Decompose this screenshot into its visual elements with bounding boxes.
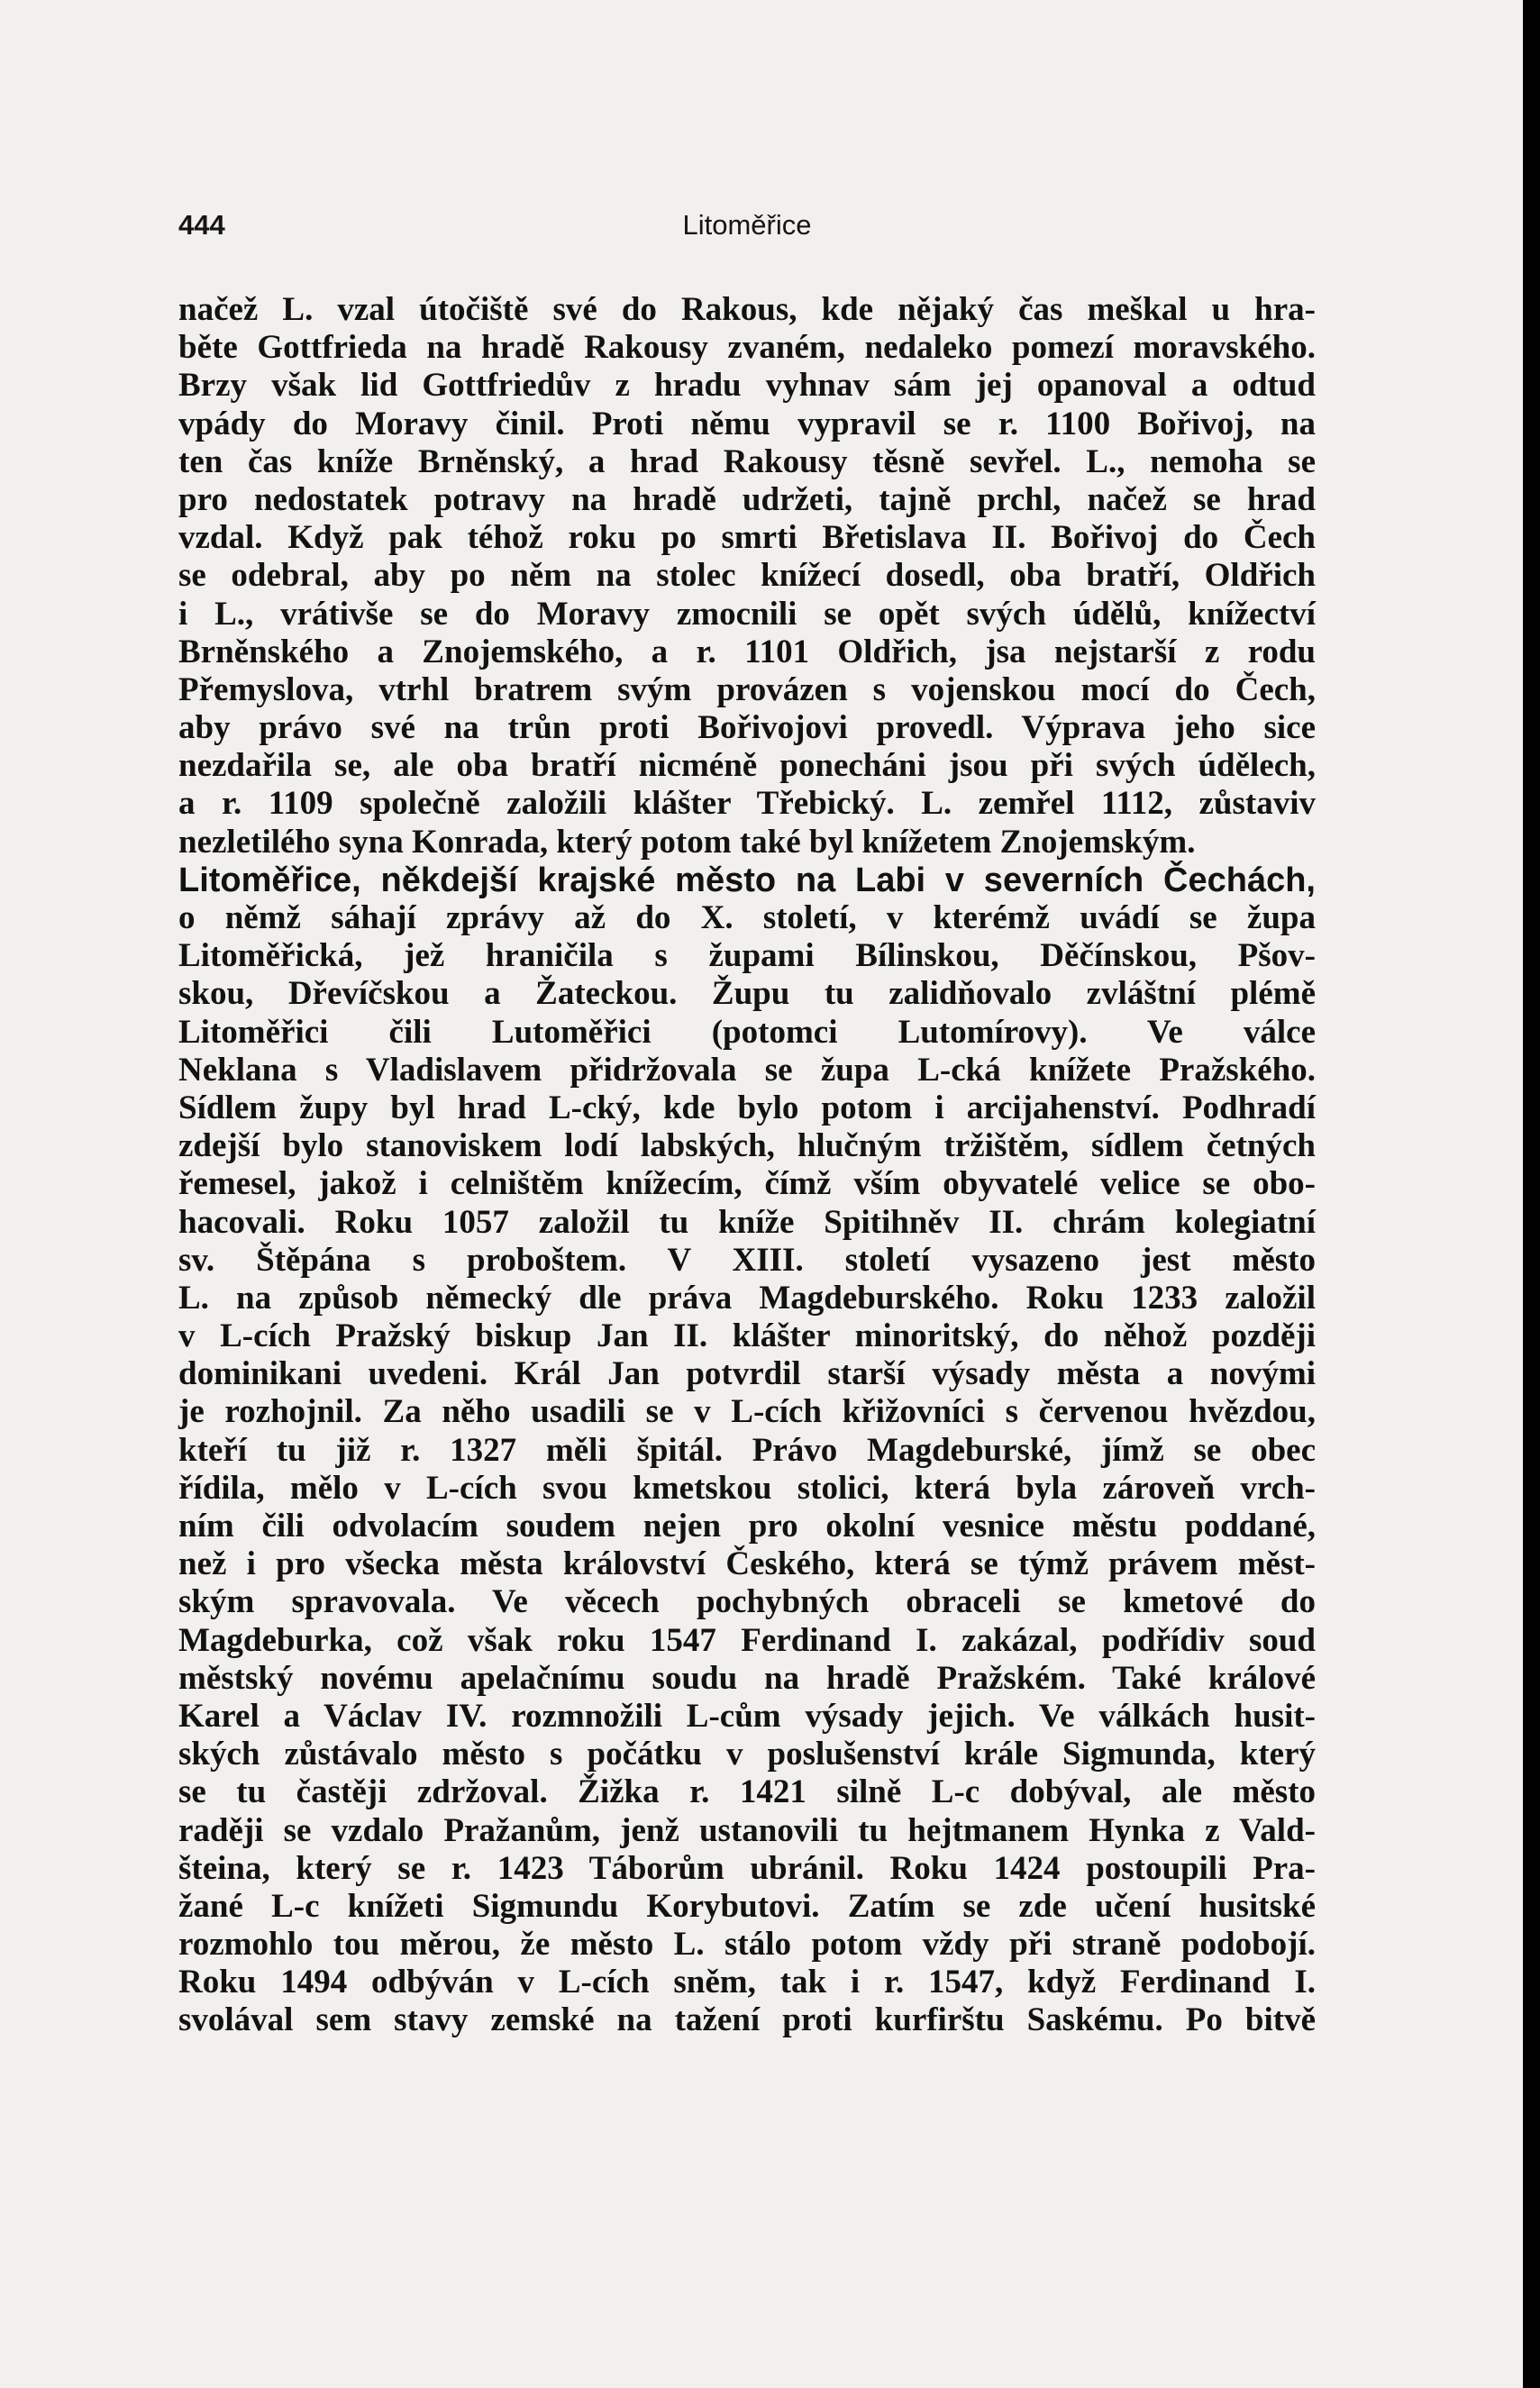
text-line: Magdeburka, což však roku 1547 Ferdinand I. zakázal, podřídiv soud [178, 1621, 1316, 1659]
text-line: vzdal. Když pak téhož roku po smrti Břetislava II. Bořivoj do Čech [178, 519, 1316, 557]
text-line: v L-cích Pražský biskup Jan II. klášter minoritský, do něhož později [178, 1317, 1316, 1355]
text-line: skou, Dřevíčskou a Žateckou. Župu tu zalidňovalo zvláštní plémě [178, 975, 1316, 1013]
text-line: řemesel, jakož i celništěm knížecím, čímž vším obyvatelé velice se obo- [178, 1165, 1316, 1203]
text-line: ským spravovala. Ve věcech pochybných obraceli se kmetové do [178, 1583, 1316, 1621]
text-line: svolával sem stavy zemské na tažení proti kurfirštu Saskému. Po bitvě [178, 2001, 1316, 2039]
text-line: se odebral, aby po něm na stolec knížecí dosedl, oba bratří, Oldřich [178, 557, 1316, 595]
text-line: sv. Štěpána s proboštem. V XIII. století vysazeno jest město [178, 1241, 1316, 1279]
text-line: načež L. vzal útočiště své do Rakous, kde nějaký čas meškal u hra- [178, 291, 1316, 328]
entry-heading-line: Litoměřice, někdejší krajské město na Labi v severních Čechách, [178, 861, 1316, 899]
text-line: než i pro všecka města království Českého, která se týmž právem měst- [178, 1545, 1316, 1583]
page-header [178, 209, 1316, 245]
text-line: šteina, který se r. 1423 Táborům ubránil. Roku 1424 postoupili Pra- [178, 1849, 1316, 1887]
text-line: Karel a Václav IV. rozmnožili L-cům výsady jejich. Ve válkách husit- [178, 1697, 1316, 1735]
text-line: je rozhojnil. Za něho usadili se v L-cích křižovníci s červenou hvězdou, [178, 1393, 1316, 1431]
body-text [178, 291, 1316, 2078]
text-line: pro nedostatek potravy na hradě udržeti, tajně prchl, načež se hrad [178, 480, 1316, 518]
text-line: kteří tu již r. 1327 měli špitál. Právo Magdeburské, jímž se obec [178, 1431, 1316, 1469]
text-line: Neklana s Vladislavem přidržovala se župa L-cká knížete Pražského. [178, 1051, 1316, 1089]
text-line: Sídlem župy byl hrad L-cký, kde bylo potom i arcijahenství. Podhradí [178, 1089, 1316, 1126]
text-line: se tu častěji zdržoval. Žižka r. 1421 silně L-c dobýval, ale město [178, 1773, 1316, 1811]
text-line: ním čili odvolacím soudem nejen pro okolní vesnice městu poddané, [178, 1508, 1316, 1545]
text-line: o němž sáhají zprávy až do X. století, v kterémž uvádí se župa [178, 899, 1316, 936]
text-line: Litoměřická, jež hraničila s župami Bílinskou, Děčínskou, Pšov- [178, 937, 1316, 975]
text-line: dominikani uvedeni. Král Jan potvrdil starší výsady města a novými [178, 1355, 1316, 1393]
page-number: 444 [178, 209, 225, 241]
text-line: i L., vrátivše se do Moravy zmocnili se opět svých údělů, knížectví [178, 595, 1316, 633]
text-line: hacovali. Roku 1057 založil tu kníže Spitihněv II. chrám kolegiatní [178, 1203, 1316, 1241]
text-line: Brzy však lid Gottfriedův z hradu vyhnav sám jej opanoval a odtud [178, 367, 1316, 405]
text-line [178, 2040, 1316, 2078]
text-line: raději se vzdalo Pražanům, jenž ustanovili tu hejtmanem Hynka z Vald- [178, 1811, 1316, 1849]
text-line: ských zůstávalo město s počátku v poslušenství krále Sigmunda, který [178, 1736, 1316, 1773]
text-line: městský novému apelačnímu soudu na hradě Pražském. Také králové [178, 1659, 1316, 1697]
text-line: aby právo své na trůn proti Bořivojovi provedl. Výprava jeho sice [178, 709, 1316, 747]
text-line: a r. 1109 společně založili klášter Třebický. L. zemřel 1112, zůstaviv [178, 785, 1316, 823]
text-line: Brněnského a Znojemského, a r. 1101 Oldřich, jsa nejstarší z rodu [178, 633, 1316, 670]
text-line: nezletilého syna Konrada, který potom také byl knížetem Znojemským. [178, 823, 1196, 861]
text-line: Přemyslova, vtrhl bratrem svým provázen s vojenskou mocí do Čech, [178, 670, 1316, 708]
text-line: řídila, mělo v L-cích svou kmetskou stolici, která byla zároveň vrch- [178, 1469, 1316, 1507]
text-line: zdejší bylo stanoviskem lodí labských, hlučným tržištěm, sídlem četných [178, 1127, 1316, 1165]
running-title: Litoměřice [682, 209, 812, 241]
text-line: nezdařila se, ale oba bratří nicméně ponecháni jsou při svých údělech, [178, 747, 1316, 785]
text-line: žané L-c knížeti Sigmundu Korybutovi. Zatím se zde učení husitské [178, 1887, 1316, 1925]
text-line: ten čas kníže Brněnský, a hrad Rakousy těsně sevřel. L., nemoha se [178, 442, 1316, 480]
text-line: L. na způsob německý dle práva Magdeburského. Roku 1233 založil [178, 1279, 1316, 1317]
text-line: rozmohlo tou měrou, že město L. stálo potom vždy při straně podobojí. [178, 1926, 1316, 1964]
text-line: běte Gottfrieda na hradě Rakousy zvaném, nedaleko pomezí moravského. [178, 329, 1316, 367]
text-line: vpády do Moravy činil. Proti němu vypravil se r. 1100 Bořivoj, na [178, 405, 1316, 442]
text-line: Litoměřici čili Lutoměřici (potomci Lutomírovy). Ve válce [178, 1013, 1316, 1051]
text-line: Roku 1494 odbýván v L-cích sněm, tak i r. 1547, když Ferdinand I. [178, 1964, 1316, 2001]
